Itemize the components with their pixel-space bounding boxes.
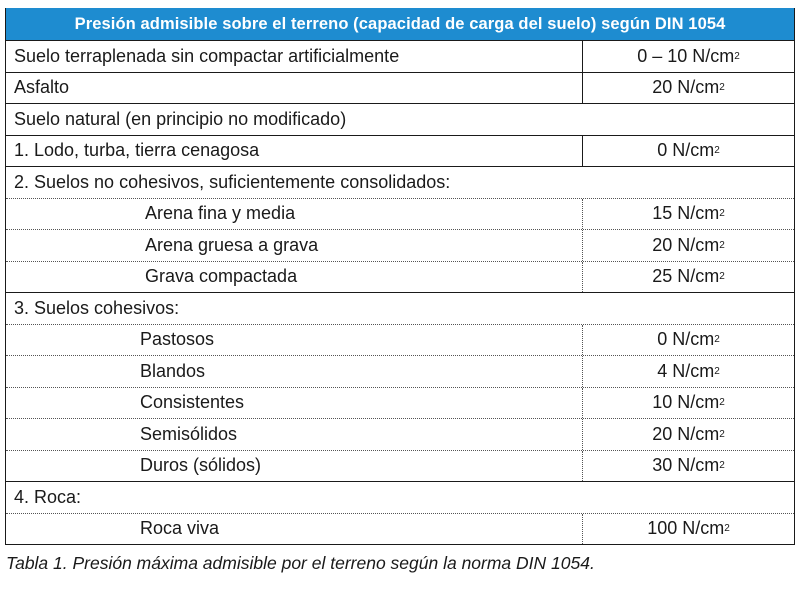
row-value (582, 262, 794, 293)
value-unit: N/cm (692, 45, 735, 66)
value-number: 100 (647, 518, 678, 539)
table-row (6, 135, 794, 167)
row-value (582, 419, 794, 450)
row-label: Grava compactada (145, 266, 298, 287)
value-unit: N/cm (672, 140, 715, 161)
value-unit: N/cm (672, 360, 715, 381)
table-row (6, 166, 794, 198)
table-row (6, 261, 794, 293)
value-unit: N/cm (677, 266, 720, 287)
unit-exponent: 2 (719, 208, 725, 220)
value-number: 20 (652, 77, 673, 98)
table-row (6, 418, 794, 450)
value-number: 10 (652, 392, 673, 413)
table-row (6, 229, 794, 261)
table-row (6, 513, 794, 545)
unit-exponent: 2 (714, 145, 720, 157)
bearing-capacity-table (5, 8, 795, 545)
value-number: 15 (652, 203, 673, 224)
unit-exponent: 2 (714, 334, 720, 346)
row-label: Arena fina y media (145, 203, 296, 224)
row-label: Roca viva (140, 518, 220, 539)
unit-exponent: 2 (724, 523, 730, 535)
table-row (6, 481, 794, 513)
value-unit: N/cm (677, 423, 720, 444)
row-value (582, 451, 794, 482)
row-label: Suelo natural (en principio no modificado) (14, 108, 347, 129)
unit-exponent: 2 (719, 271, 725, 283)
row-value (582, 41, 794, 72)
table-row (6, 450, 794, 482)
row-label: Duros (sólidos) (140, 455, 262, 476)
row-label: Suelo terraplenada sin compactar artificialmente (14, 45, 400, 66)
row-value (582, 356, 794, 387)
value-number: 20 (652, 423, 673, 444)
table-row (6, 72, 794, 104)
table-row (6, 324, 794, 356)
value-unit: N/cm (672, 329, 715, 350)
value-unit: N/cm (677, 392, 720, 413)
table-row (6, 40, 794, 72)
row-value (582, 388, 794, 419)
row-label: Blandos (140, 360, 206, 381)
row-label: Asfalto (14, 77, 70, 98)
table-row (6, 292, 794, 324)
table-header: Presión admisible sobre el terreno (capacidad de carga del suelo) según DIN 1054 (6, 8, 794, 40)
value-number: 0 – 10 (637, 45, 688, 66)
unit-exponent: 2 (719, 82, 725, 94)
table-row (6, 387, 794, 419)
value-number: 25 (652, 266, 673, 287)
value-unit: N/cm (677, 203, 720, 224)
unit-exponent: 2 (719, 397, 725, 409)
value-number: 0 (657, 140, 668, 161)
table-body (6, 40, 794, 544)
row-value (582, 73, 794, 104)
unit-exponent: 2 (734, 50, 740, 62)
table-row (6, 198, 794, 230)
row-label: 2. Suelos no cohesivos, suficientemente consolidados: (14, 171, 451, 192)
value-number: 30 (652, 455, 673, 476)
table-caption: Tabla 1. Presión máxima admisible por el terreno según la norma DIN 1054. (6, 553, 595, 573)
row-value (582, 514, 794, 545)
table-row (6, 355, 794, 387)
value-unit: N/cm (682, 518, 725, 539)
value-number: 4 (657, 360, 668, 381)
unit-exponent: 2 (719, 460, 725, 472)
row-label: Semisólidos (140, 423, 238, 444)
value-unit: N/cm (677, 455, 720, 476)
unit-exponent: 2 (719, 239, 725, 251)
row-label: 3. Suelos cohesivos: (14, 297, 180, 318)
value-unit: N/cm (677, 77, 720, 98)
value-number: 0 (657, 329, 668, 350)
unit-exponent: 2 (714, 365, 720, 377)
row-value (582, 136, 794, 167)
table-row (6, 103, 794, 135)
row-label: Consistentes (140, 392, 245, 413)
row-label: 1. Lodo, turba, tierra cenagosa (14, 140, 260, 161)
value-unit: N/cm (677, 234, 720, 255)
row-value (582, 199, 794, 230)
row-value (582, 325, 794, 356)
value-number: 20 (652, 234, 673, 255)
row-label: Arena gruesa a grava (145, 234, 319, 255)
row-label: Pastosos (140, 329, 215, 350)
row-label: 4. Roca: (14, 486, 82, 507)
row-value (582, 230, 794, 261)
unit-exponent: 2 (719, 428, 725, 440)
